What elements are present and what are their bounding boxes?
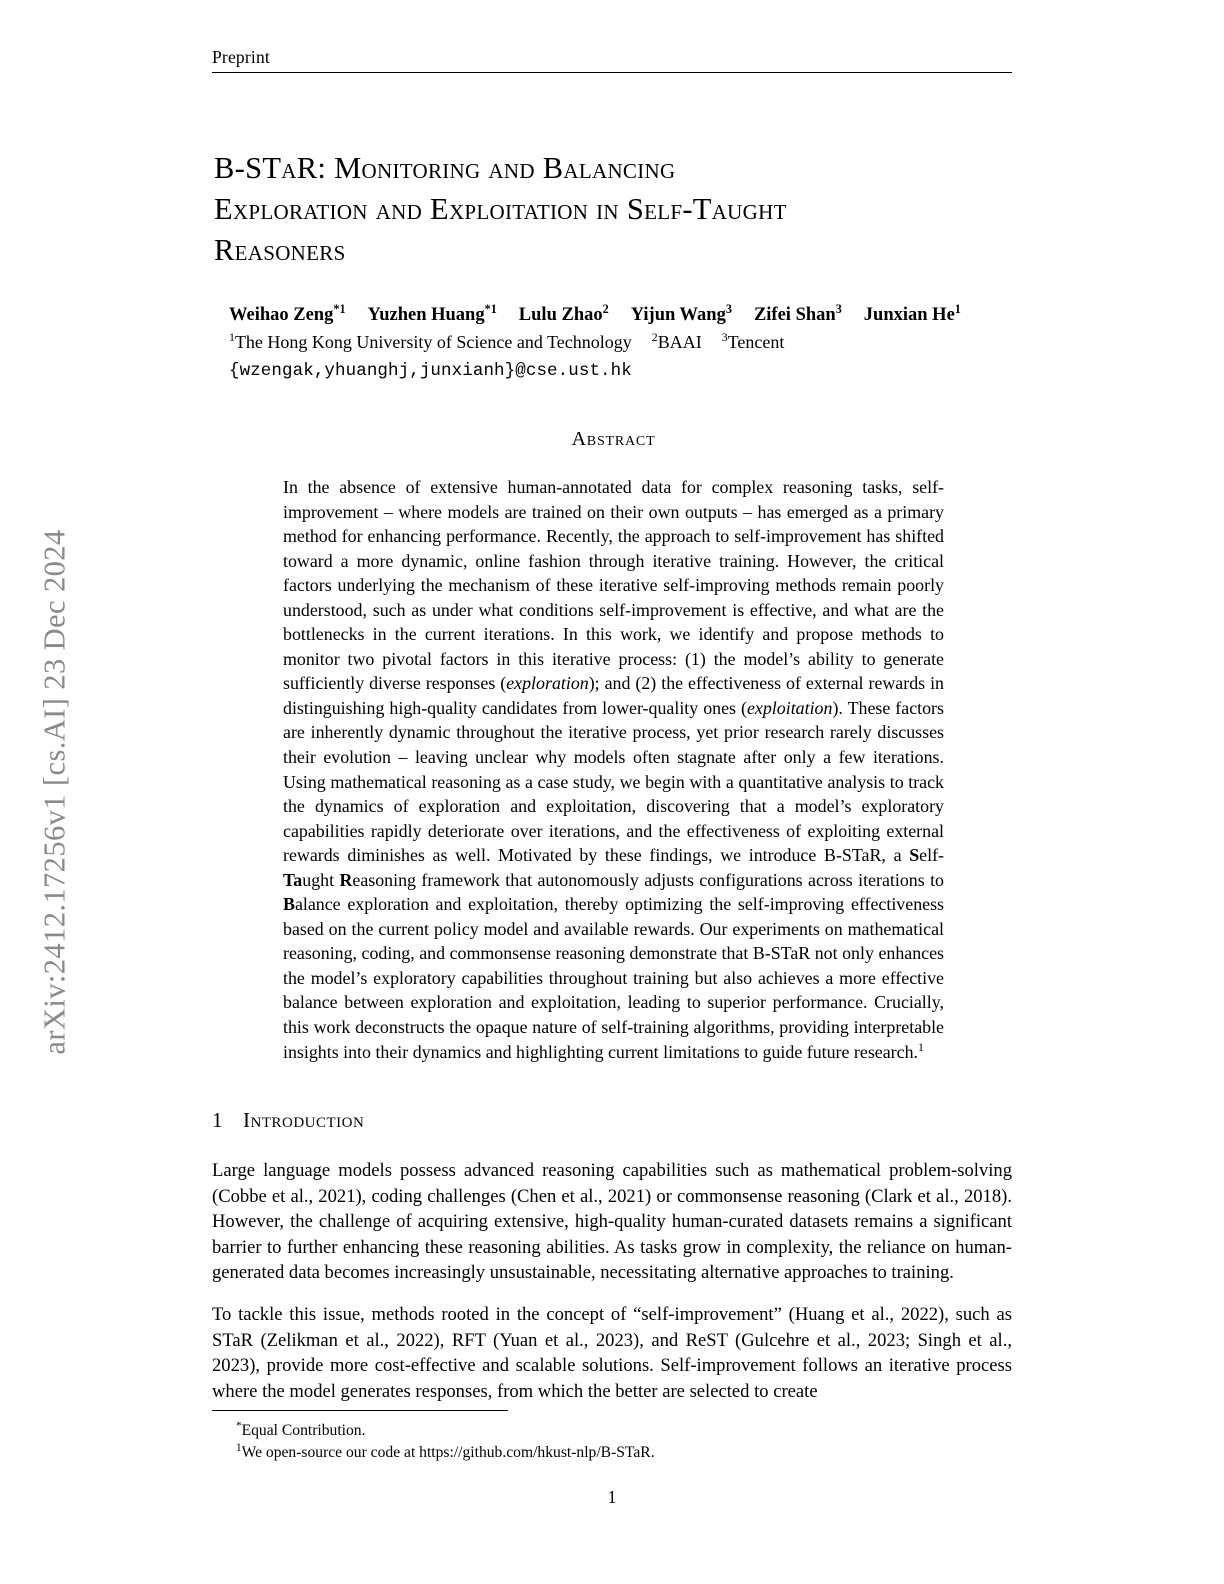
body-text	[212, 1158, 1012, 1420]
author-affiliation-mark: 3	[725, 301, 732, 316]
body-paragraph: Large language models possess advanced reasoning capabilities such as mathematical problem-solving (Cobbe et al., 2021), coding challenges (Chen et al., 2021) or commonsense reasoning (Clark et al., 2018). However, the challenge of acquiring extensive, high-quality human-curated datasets remains a significant barrier to further enhancing these reasoning abilities. As tasks grow in complexity, the reliance on human-generated data becomes increasingly unsustainable, necessitating alternative approaches to training.	[212, 1160, 1012, 1284]
author-block	[229, 303, 1029, 384]
section-title: Introduction	[243, 1108, 365, 1132]
author-affiliation-mark: 2	[602, 301, 609, 316]
footnote: *Equal Contribution.	[236, 1419, 366, 1439]
author-names	[229, 303, 1029, 328]
author-affiliation-mark: *1	[484, 301, 497, 316]
author-name: Weihao Zeng$^{*1}$	[229, 301, 346, 325]
author-affiliation-mark: 1	[954, 301, 961, 316]
title-line-2: Exploration and Exploitation in Self-Taught	[214, 192, 787, 226]
title-line-3: Reasoners	[214, 233, 346, 267]
running-header	[212, 47, 1012, 67]
body-paragraph: To tackle this issue, methods rooted in the concept of “self-improvement” (Huang et al., 2022), such as STaR (Zelikman et al., 2022), RFT (Yuan et al., 2023), and ReST (Gulcehre et al., 2023; Singh et al., 2023), provide more cost-effective and scalable solutions. Self-improvement follows an iterative process where the model generates responses, from which the better are selected to create	[212, 1303, 1012, 1402]
title-line-1: B-STaR: Monitoring and Balancing	[214, 151, 676, 185]
affiliation-mark: 1	[229, 330, 235, 344]
arxiv-stamp-text: arXiv:2412.17256v1 [cs.AI] 23 Dec 2024	[37, 529, 72, 1055]
affiliation: $^3$Tencent	[721, 330, 785, 352]
section-heading-introduction	[212, 1108, 1012, 1133]
footnotes	[212, 1410, 1012, 1463]
arxiv-stamp	[0, 0, 110, 1584]
section-number: 1	[212, 1108, 223, 1132]
abstract-body: In the absence of extensive human-annotated data for complex reasoning tasks, self-improvement – where models are trained on their own outputs – has emerged as a primary method for enhancing performance. Recently, the approach to self-improvement has shifted toward a more dynamic, online fashion through iterative training. However, the critical factors underlying the mechanism of these iterative self-improving methods remain poorly understood, such as under what conditions self-improvement is effective, and what are the bottlenecks in the current iterations. In this work, we identify and propose methods to monitor two pivotal factors in this iterative process: (1) the model’s ability to generate sufficiently diverse responses (exploration); and (2) the effectiveness of external rewards in distinguishing high-quality candidates from lower-quality ones (exploitation). These factors are inherently dynamic throughout the iterative process, yet prior research rarely discusses their evolution – leaving unclear why models often stagnate after only a few iterations. Using mathematical reasoning as a case study, we begin with a quantitative analysis to track the dynamics of exploration and exploitation, discovering that a model’s exploratory capabilities rapidly deteriorate over iterations, and the effectiveness of exploiting external rewards diminishes as well. Motivated by these findings, we introduce B-STaR, a Self-Taught Reasoning framework that autonomously adjusts configurations across iterations to Balance exploration and exploitation, thereby optimizing the self-improving effectiveness based on the current policy model and available rewards. Our experiments on mathematical reasoning, coding, and commonsense reasoning demonstrate that B-STaR not only enhances the model’s exploratory capabilities throughout training but also achieves a more effective balance between exploration and exploitation, leading to superior performance. Crucially, this work deconstructs the opaque nature of self-training algorithms, providing interpretable insights into their dynamics and highlighting current limitations to guide future research.$^1$	[283, 477, 944, 1062]
footnote-divider	[212, 1410, 508, 1411]
affiliation: $^2$BAAI	[651, 330, 702, 352]
author-name: Junxian He$^1$	[863, 301, 961, 325]
author-name: Lulu Zhao$^2$	[518, 301, 609, 325]
affiliation-mark: 2	[651, 330, 658, 344]
abstract-section	[283, 428, 944, 1064]
paper-title	[214, 148, 1014, 271]
footnote-mark: 1	[236, 1441, 242, 1454]
affiliation-mark: 3	[721, 330, 728, 344]
footnote: $^1$We open-source our code at https://github.com/hkust-nlp/B-STaR.	[236, 1441, 655, 1461]
affiliation: $^1$The Hong Kong University of Science and Technology	[229, 330, 632, 352]
author-affiliation-mark: *1	[333, 301, 346, 316]
paper-page	[212, 0, 1012, 1584]
footnote-mark: *	[236, 1419, 242, 1432]
page-number: 1	[607, 1487, 617, 1507]
author-name: Zifei Shan$^3$	[753, 301, 842, 325]
running-header-label: Preprint	[212, 47, 270, 67]
header-divider	[212, 72, 1012, 73]
contact-email: {wzengak,yhuanghj,junxianh}@cse.ust.hk	[229, 361, 632, 381]
author-affiliation-mark: 3	[835, 301, 842, 316]
author-name: Yuzhen Huang$^{*1}$	[367, 301, 497, 325]
affiliation-list	[229, 330, 1029, 354]
abstract-heading: Abstract	[571, 428, 656, 450]
author-name: Yijun Wang$^3$	[630, 301, 732, 325]
